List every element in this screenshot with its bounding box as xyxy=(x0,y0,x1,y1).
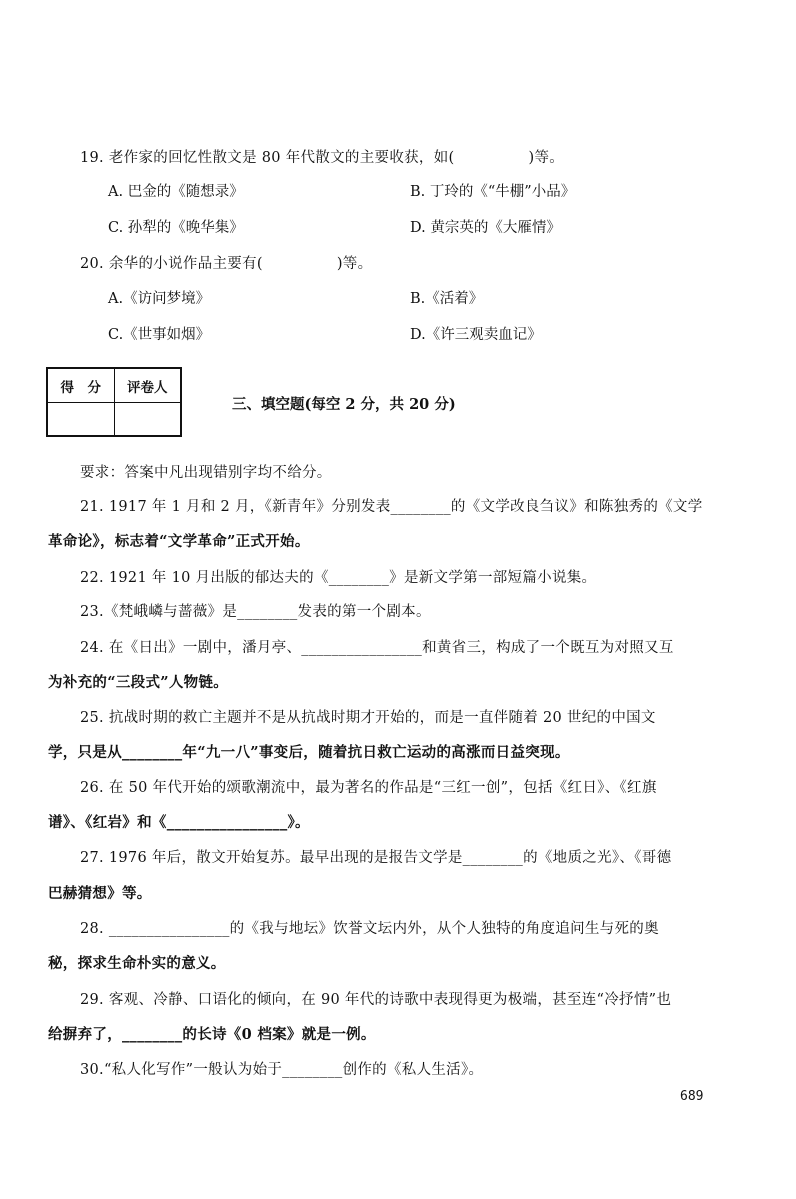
question-19-stem: 19. 老作家的回忆性散文是 80 年代散文的主要收获，如( )等。 xyxy=(80,150,565,166)
question-22: 22. 1921 年 10 月出版的郁达夫的《________》是新文学第一部短篇小说集。 xyxy=(80,570,597,586)
page-number: 689 xyxy=(680,1089,704,1104)
question-20-option-b: B.《活着》 xyxy=(410,291,484,307)
question-27-line-2: 巴赫猜想》等。 xyxy=(48,885,152,902)
question-24-line-2: 为补充的“三段式”人物链。 xyxy=(48,674,229,691)
grader-header: 评卷人 xyxy=(114,368,181,403)
question-26-line-2: 谱》、《红岩》和《________________》。 xyxy=(48,814,310,831)
question-19-option-c: C. 孙犁的《晚华集》 xyxy=(108,220,244,236)
question-21-line-2: 革命论》，标志着“文学革命”正式开始。 xyxy=(48,533,310,550)
question-20-stem: 20. 余华的小说作品主要有( )等。 xyxy=(80,256,373,272)
score-cell[interactable] xyxy=(47,403,114,437)
score-header: 得 分 xyxy=(47,368,114,403)
question-19-option-a: A. 巴金的《随想录》 xyxy=(108,184,244,200)
question-30: 30.“私人化写作”一般认为始于________创作的《私人生活》。 xyxy=(80,1062,484,1078)
question-27-line-1: 27. 1976 年后，散文开始复苏。最早出现的是报告文学是________的《地质之光》、《哥德 xyxy=(80,850,672,866)
question-19-option-b: B. 丁玲的《“牛棚”小品》 xyxy=(410,184,576,200)
question-29-line-2: 给摒弃了，________的长诗《0 档案》就是一例。 xyxy=(48,1026,376,1043)
score-box xyxy=(46,367,182,437)
question-25-line-1: 25. 抗战时期的救亡主题并不是从抗战时期才开始的，而是一直伴随着 20 世纪的中国文 xyxy=(80,710,656,726)
section-3-title: 三、填空题(每空 2 分，共 20 分) xyxy=(232,396,456,413)
question-24-line-1: 24. 在《日出》一剧中，潘月亭、________________和黄省三，构成了一个既互为对照又互 xyxy=(80,640,674,656)
question-26-line-1: 26. 在 50 年代开始的颂歌潮流中，最为著名的作品是“三红一创”，包括《红日》、《红旗 xyxy=(80,780,657,796)
question-20-option-d: D.《许三观卖血记》 xyxy=(410,327,542,343)
question-20-option-c: C.《世事如烟》 xyxy=(108,327,211,343)
question-28-line-1: 28. ________________的《我与地坛》饮誉文坛内外，从个人独特的角度追问生与死的奥 xyxy=(80,921,659,937)
question-23: 23.《梵峨嶙与蔷薇》是________发表的第一个剧本。 xyxy=(80,604,431,620)
grader-cell[interactable] xyxy=(114,403,181,437)
requirement-text: 要求：答案中凡出现错别字均不给分。 xyxy=(80,465,332,481)
question-25-line-2: 学，只是从________年“九一八”事变后，随着抗日救亡运动的高涨而日益突现。 xyxy=(48,744,570,761)
question-28-line-2: 秘，探求生命朴实的意义。 xyxy=(48,955,226,972)
question-19-option-d: D. 黄宗英的《大雁情》 xyxy=(410,220,561,236)
question-21-line-1: 21. 1917 年 1 月和 2 月，《新青年》分别发表________的《文学改良刍议》和陈独秀的《文学 xyxy=(80,499,703,515)
question-20-option-a: A.《访问梦境》 xyxy=(108,291,211,307)
question-29-line-1: 29. 客观、冷静、口语化的倾向，在 90 年代的诗歌中表现得更为极端，甚至连“冷抒情”也 xyxy=(80,992,672,1008)
